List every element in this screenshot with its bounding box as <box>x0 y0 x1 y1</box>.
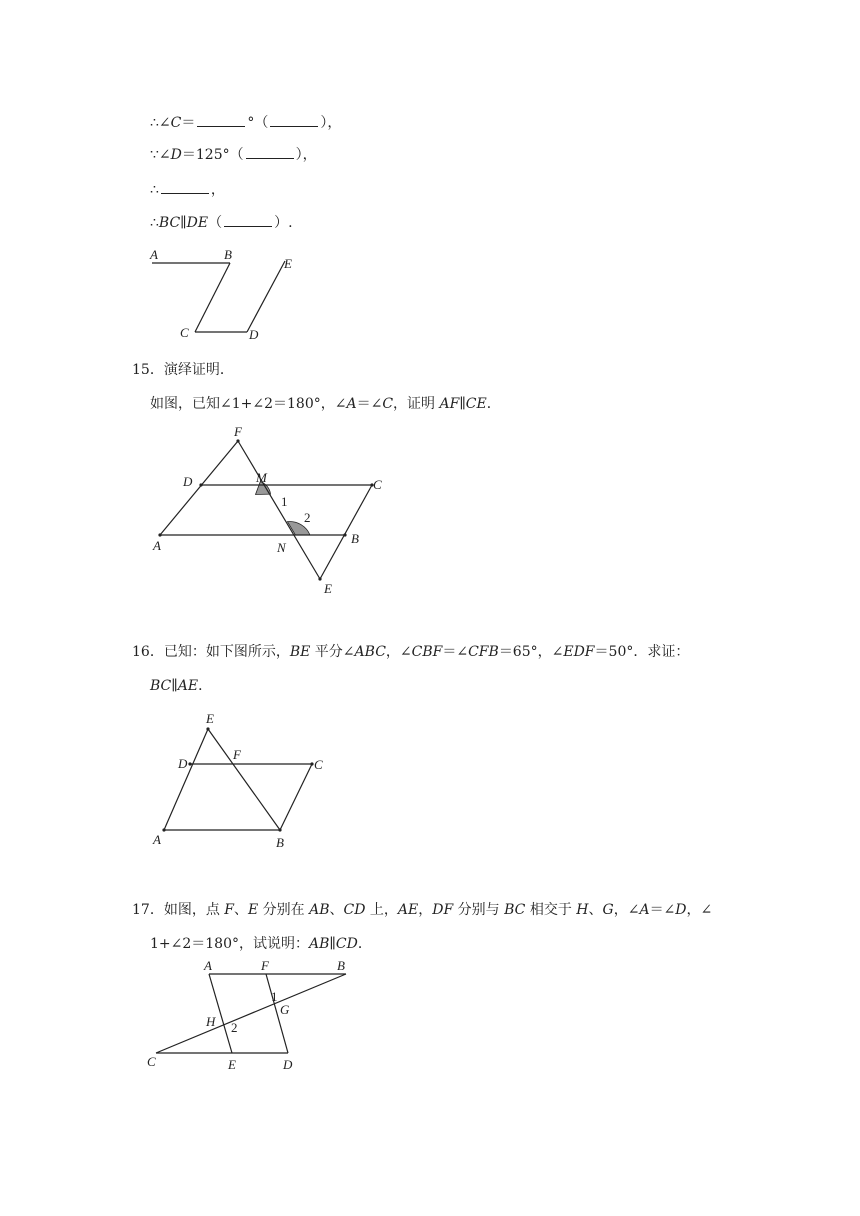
q16-EDF: EDF <box>563 644 595 660</box>
q15-period: ． <box>486 396 501 412</box>
q17-label-E: E <box>228 1057 236 1072</box>
q17-F: F <box>224 902 234 918</box>
q14-l2-because: ∵∠ <box>150 147 171 163</box>
q17-label-2: 2 <box>231 1020 238 1035</box>
q16-statement-line-1 <box>132 643 689 661</box>
q14-blank-3[interactable] <box>246 146 294 159</box>
q14-l1-close: ）， <box>320 115 342 131</box>
q15-label-M: M <box>256 470 267 485</box>
q16-goal: BC∥AE <box>150 678 199 694</box>
q17-figure <box>140 955 360 1075</box>
q16-label-B: B <box>276 835 284 850</box>
q14-l4-close: ）. <box>274 215 293 231</box>
q14-figure <box>140 244 320 346</box>
q14-blank-5[interactable] <box>224 214 272 227</box>
q16-CFB: CFB <box>468 644 499 660</box>
q17-t5: 相交于 <box>525 902 577 918</box>
q14-line-1 <box>150 114 341 132</box>
q16-point-E <box>206 727 209 730</box>
q17-BC: BC <box>504 902 526 918</box>
q14-seg-DE <box>247 261 285 332</box>
q15-text-pre: 如图，已知∠1+∠2＝180°，∠ <box>150 396 347 412</box>
q15-heading: 15．演绎证明． <box>132 362 234 378</box>
q15-label-B: B <box>351 531 359 546</box>
q15-label-N: N <box>277 540 286 555</box>
q15-eq: ＝∠ <box>356 396 383 412</box>
q17-label-F: F <box>261 958 269 973</box>
q14-label-A: A <box>150 247 158 262</box>
q17-statement-line-1 <box>132 901 712 919</box>
q17-sep3: 、 <box>588 902 603 918</box>
q16-label-F: F <box>233 747 241 762</box>
q16-figure <box>140 705 340 855</box>
q14-l3-close: ， <box>210 182 225 198</box>
q14-l2-close: ）， <box>295 147 317 163</box>
q14-line-4 <box>150 214 293 232</box>
q15-point-F <box>236 439 239 442</box>
q15-point-E <box>318 577 321 580</box>
q17-label-B: B <box>337 958 345 973</box>
q15-point-D <box>199 483 202 486</box>
q17-E: E <box>247 902 259 918</box>
q15-point-A <box>158 533 161 536</box>
q14-seg-BC <box>195 263 230 332</box>
q14-l3-therefore: ∴ <box>150 182 159 198</box>
q16-period: ． <box>198 678 213 694</box>
q15-label-2: 2 <box>304 510 311 525</box>
q17-seg-CB <box>156 974 346 1053</box>
q17-prefix: 17．如图，点 <box>132 902 225 918</box>
q14-l1-eq: ＝ <box>181 115 196 131</box>
q14-blank-2[interactable] <box>270 114 318 127</box>
q17-label-H: H <box>206 1014 216 1029</box>
q15-label-C: C <box>373 477 382 492</box>
q17-H: H <box>576 902 589 918</box>
q14-l4-open: （ <box>208 215 223 231</box>
q14-l1-angle: C <box>170 115 182 131</box>
q16-prefix: 16．已知：如下图所示， <box>132 644 290 660</box>
q14-label-D: D <box>249 327 259 342</box>
q14-line-2 <box>150 146 317 164</box>
q14-line-3 <box>150 181 225 199</box>
q15-label-E: E <box>324 581 332 596</box>
q14-l1-therefore: ∴∠ <box>150 115 171 131</box>
q14-l1-deg: °（ <box>247 115 269 131</box>
q17-label-G: G <box>280 1002 290 1017</box>
q17-G: G <box>602 902 614 918</box>
q17-D: D <box>675 902 687 918</box>
q17-t2: 上， <box>365 902 398 918</box>
q16-label-A: A <box>153 832 161 847</box>
q16-ABC: ABC <box>354 644 386 660</box>
q16-CBF: CBF <box>411 644 443 660</box>
q14-blank-4[interactable] <box>161 181 209 194</box>
q17-label-1: 1 <box>271 989 278 1004</box>
q15-label-F: F <box>234 424 242 439</box>
q16-t3: ＝∠ <box>442 644 469 660</box>
q17-t8: ，∠ <box>686 902 713 918</box>
q16-t2: ，∠ <box>385 644 412 660</box>
q17-period: ． <box>357 936 372 952</box>
q16-seg-CB <box>280 764 312 830</box>
q17-DF: DF <box>432 902 454 918</box>
q16-label-D: D <box>178 756 188 771</box>
q16-point-B <box>278 828 281 831</box>
q17-CD: CD <box>343 902 366 918</box>
q16-t1: 平分∠ <box>310 644 355 660</box>
q17-label-C: C <box>147 1054 156 1069</box>
q17-label-D: D <box>283 1057 293 1072</box>
q17-AB: AB <box>309 902 330 918</box>
q14-l2-text: ＝125°（ <box>181 147 244 163</box>
q14-l4-therefore: ∴ <box>150 215 159 231</box>
q15-goal: AF∥CE <box>439 396 487 412</box>
q17-statement-line-2 <box>150 935 372 953</box>
q15-statement <box>150 395 501 413</box>
q16-statement-line-2 <box>150 677 212 695</box>
q14-l2-angle: D <box>170 147 182 163</box>
q16-label-C: C <box>314 757 323 772</box>
q14-label-B: B <box>224 247 232 262</box>
q14-label-E: E <box>284 256 292 271</box>
q17-AE: AE <box>397 902 419 918</box>
q17-t3: ， <box>418 902 433 918</box>
q16-label-E: E <box>206 711 214 726</box>
q17-t1: 分别在 <box>258 902 310 918</box>
q17-label-A: A <box>204 958 212 973</box>
q16-t5: ＝50°．求证： <box>594 644 690 660</box>
q17-sep2: 、 <box>329 902 344 918</box>
q16-BE: BE <box>289 644 311 660</box>
q14-label-C: C <box>180 325 189 340</box>
q17-t7: ＝∠ <box>649 902 676 918</box>
q16-t4: ＝65°，∠ <box>498 644 564 660</box>
q15-label-D: D <box>183 474 193 489</box>
q15-label-A: A <box>153 538 161 553</box>
q14-l4-stmt: BC∥DE <box>158 215 209 231</box>
q15-angle-C: C <box>382 396 394 412</box>
q17-line2-pre: 1+∠2＝180°，试说明： <box>150 936 309 952</box>
q17-t6: ，∠ <box>613 902 640 918</box>
q17-A: A <box>639 902 650 918</box>
q17-goal: AB∥CD <box>309 936 358 952</box>
q14-blank-1[interactable] <box>197 114 245 127</box>
q17-t4: 分别与 <box>453 902 505 918</box>
q15-comma: ，证明 <box>393 396 440 412</box>
q15-figure <box>140 420 400 600</box>
q15-label-1: 1 <box>281 494 288 509</box>
q16-point-A <box>162 828 165 831</box>
q16-point-D <box>188 762 191 765</box>
q17-sep1: 、 <box>233 902 248 918</box>
q15-angle-A: A <box>346 396 357 412</box>
q15-seg-AF <box>160 441 238 535</box>
q16-seg-EA <box>164 729 208 830</box>
q15-seg-CE <box>320 485 372 579</box>
q16-seg-EB <box>208 729 280 830</box>
q15-point-B <box>343 533 346 536</box>
